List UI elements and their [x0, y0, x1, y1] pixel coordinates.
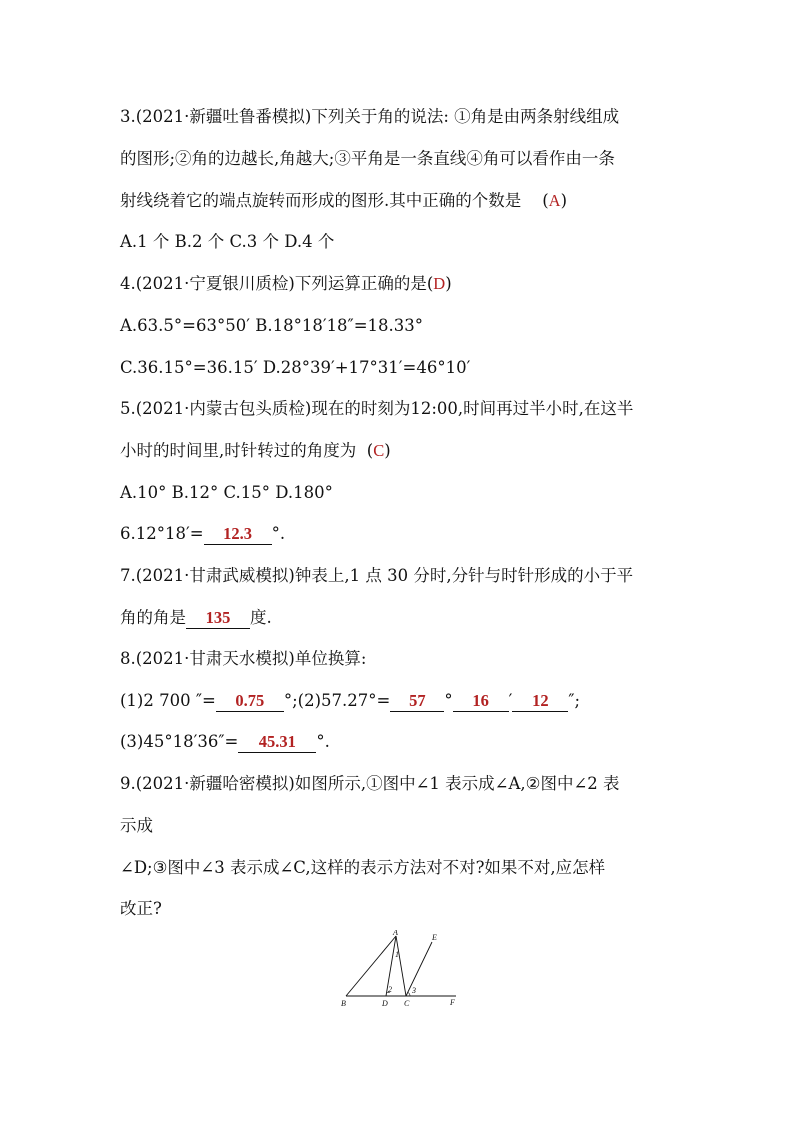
q4-options-ab: A.63.5°=63°50′ B.18°18′18″=18.33°	[120, 316, 424, 335]
q3-line-1: 3.(2021·新疆吐鲁番模拟)下列关于角的说法: ①角是由两条射线组成	[120, 107, 620, 126]
q8-p1-mid: °;(2)57.27°=	[283, 691, 391, 710]
q5-line-1: 5.(2021·内蒙古包头质检)现在的时刻为12:00,时间再过半小时,在这半	[120, 399, 634, 418]
q8-p3-answer-blank: 45.31	[238, 732, 316, 753]
q4-options-cd: C.36.15°=36.15′ D.28°39′+17°31′=46°10′	[120, 358, 471, 377]
q6-line	[120, 523, 285, 545]
angle-figure	[336, 930, 466, 1012]
label-a: A	[393, 930, 398, 937]
label-e: E	[432, 933, 437, 942]
q4-stem-text: 4.(2021·宁夏银川质检)下列运算正确的是	[120, 274, 427, 293]
q8-line-1	[120, 690, 580, 712]
q6-answer-blank: 12.3	[204, 524, 272, 545]
q5-options: A.10° B.12° C.15° D.180°	[120, 483, 333, 502]
q8-min-symbol: ′	[508, 691, 513, 710]
q8-line-2	[120, 731, 330, 753]
ray-ce	[406, 942, 432, 996]
q7-suffix: 度.	[250, 608, 272, 627]
q7-answer-blank: 135	[186, 608, 250, 629]
q3-options: A.1 个 B.2 个 C.3 个 D.4 个	[120, 232, 335, 251]
q9-line-1: 9.(2021·新疆哈密模拟)如图所示,①图中∠1 表示成∠A,②图中∠2 表	[120, 774, 620, 793]
q4-answer: D	[433, 274, 446, 293]
q3-line-3-text: 射线绕着它的端点旋转而形成的图形.其中正确的个数是	[120, 191, 522, 210]
q8-p1-prefix: (1)2 700 ″=	[120, 691, 216, 710]
q5-line-2: 小时的时间里,时针转过的角度为 (C)	[120, 441, 391, 460]
q8-p1-answer-blank: 0.75	[216, 691, 284, 712]
angle-3-arc	[408, 992, 410, 996]
label-angle-1: 1	[395, 950, 399, 959]
q9-line-4: 改正?	[120, 899, 162, 918]
q8-stem: 8.(2021·甘肃天水模拟)单位换算:	[120, 649, 367, 668]
label-b: B	[341, 999, 346, 1008]
q7-line-1: 7.(2021·甘肃武威模拟)钟表上,1 点 30 分时,分针与时针形成的小于平	[120, 566, 634, 585]
q3-answer: A	[548, 191, 561, 210]
label-angle-3: 3	[412, 986, 416, 995]
q6-prefix: 6.12°18′=	[120, 524, 204, 543]
label-angle-2: 2	[388, 985, 392, 994]
q8-p2-min-blank: 16	[453, 691, 509, 712]
q8-p3-suffix: °.	[316, 732, 330, 751]
q8-p3-prefix: (3)45°18′36″=	[120, 732, 239, 751]
q5-answer: C	[373, 441, 385, 460]
q5-line-2-text: 小时的时间里,时针转过的角度为	[120, 441, 357, 460]
q8-p2-sec-blank: 12	[512, 691, 568, 712]
q3-line-3: 射线绕着它的端点旋转而形成的图形.其中正确的个数是 (A)	[120, 191, 568, 210]
label-c: C	[404, 999, 410, 1008]
q6-suffix: °.	[271, 524, 286, 543]
label-d: D	[382, 999, 388, 1008]
q7-line-2	[120, 607, 272, 629]
segment-ac	[396, 936, 406, 996]
q9-line-3: ∠D;③图中∠3 表示成∠C,这样的表示方法对不对?如果不对,应怎样	[120, 858, 606, 877]
q9-line-2: 示成	[120, 816, 153, 835]
label-f: F	[450, 998, 455, 1007]
q4-stem: 4.(2021·宁夏银川质检)下列运算正确的是(D)	[120, 274, 452, 293]
q8-p2-deg-blank: 57	[390, 691, 444, 712]
q8-deg-symbol: °	[444, 691, 453, 710]
q7-prefix: 角的角是	[120, 608, 186, 627]
q3-line-2: 的图形;②角的边越长,角越大;③平角是一条直线④角可以看作由一条	[120, 149, 615, 168]
q8-sec-symbol: ″;	[568, 691, 581, 710]
